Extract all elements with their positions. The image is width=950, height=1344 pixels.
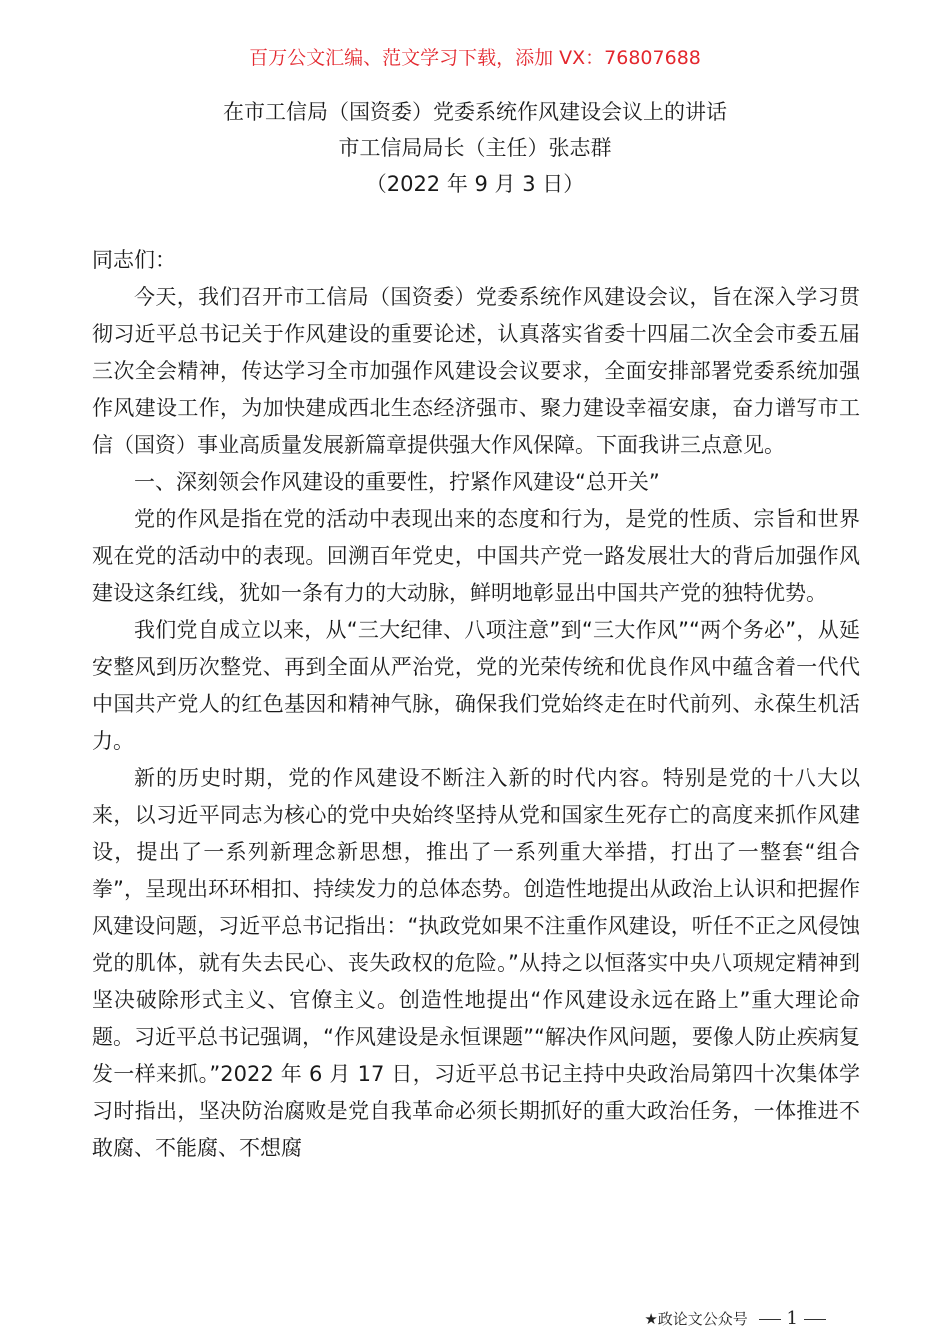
paragraph-intro: 今天，我们召开市工信局（国资委）党委系统作风建设会议，旨在深入学习贯彻习近平总书记关于作风建设的重要论述，认真落实省委十四届二次全会市委五届三次全会精神，传达学习全市加强作风建设会议要求，全面安排部署党委系统加强作风建设工作，为加快建成西北生态经济强市、聚力建设幸福安康，奋力谱写市工信（国资）事业高质量发展新篇章提供强大作风保障。下面我讲三点意见。: [92, 285, 860, 457]
speech-body: [92, 242, 860, 1167]
dash-left: [759, 1319, 781, 1320]
speech-title: 在市工信局（国资委）党委系统作风建设会议上的讲话: [223, 100, 727, 124]
page-number: 1: [786, 1308, 798, 1329]
title-block: [0, 94, 950, 202]
dash-right: [804, 1319, 826, 1320]
paragraph-history: 我们党自成立以来，从“三大纪律、八项注意”到“三大作风”“两个务必”，从延安整风到历次整党、再到全面从严治党，党的光荣传统和优良作风中蕴含着一代代中国共产党人的红色基因和精神气脉，确保我们党始终走在时代前列、永葆生机活力。: [92, 618, 860, 753]
paragraph-party-style: 党的作风是指在党的活动中表现出来的态度和行为，是党的性质、宗旨和世界观在党的活动中的表现。回溯百年党史，中国共产党一路发展壮大的背后加强作风建设这条红线，犹如一条有力的大动脉，鲜明地彰显出中国共产党的独特优势。: [92, 507, 860, 605]
footer-source: ★政论文公众号: [644, 1310, 748, 1328]
speaker-line: 市工信局局长（主任）张志群: [338, 136, 612, 160]
page-footer: [644, 1308, 832, 1330]
speech-date: （2022 年 9 月 3 日）: [365, 172, 585, 196]
promo-banner: 百万公文汇编、范文学习下载，添加 VX：76807688: [249, 47, 701, 69]
greeting: 同志们：: [92, 248, 176, 272]
paragraph-new-era: 新的历史时期，党的作风建设不断注入新的时代内容。特别是党的十八大以来，以习近平同志为核心的党中央始终坚持从党和国家生死存亡的高度来抓作风建设，提出了一系列新理念新思想，推出了一系列重大举措，打出了一整套“组合拳”，呈现出环环相扣、持续发力的总体态势。创造性地提出从政治上认识和把握作风建设问题，习近平总书记指出：“执政党如果不注重作风建设，听任不正之风侵蚀党的肌体，就有失去民心、丧失政权的危险。”从持之以恒落实中央八项规定精神到坚决破除形式主义、官僚主义。创造性地提出“作风建设永远在路上”重大理论命题。习近平总书记强调，“作风建设是永恒课题”“解决作风问题，要像人防止疾病复发一样来抓。”2022 年 6 月 17 日，习近平总书记主持中央政治局第四十次集体学习时指出，坚决防治腐败是党自我革命必须长期抓好的重大政治任务，一体推进不敢腐、不能腐、不想腐: [92, 766, 860, 1160]
section-heading-1: 一、深刻领会作风建设的重要性，拧紧作风建设“总开关”: [134, 470, 660, 494]
